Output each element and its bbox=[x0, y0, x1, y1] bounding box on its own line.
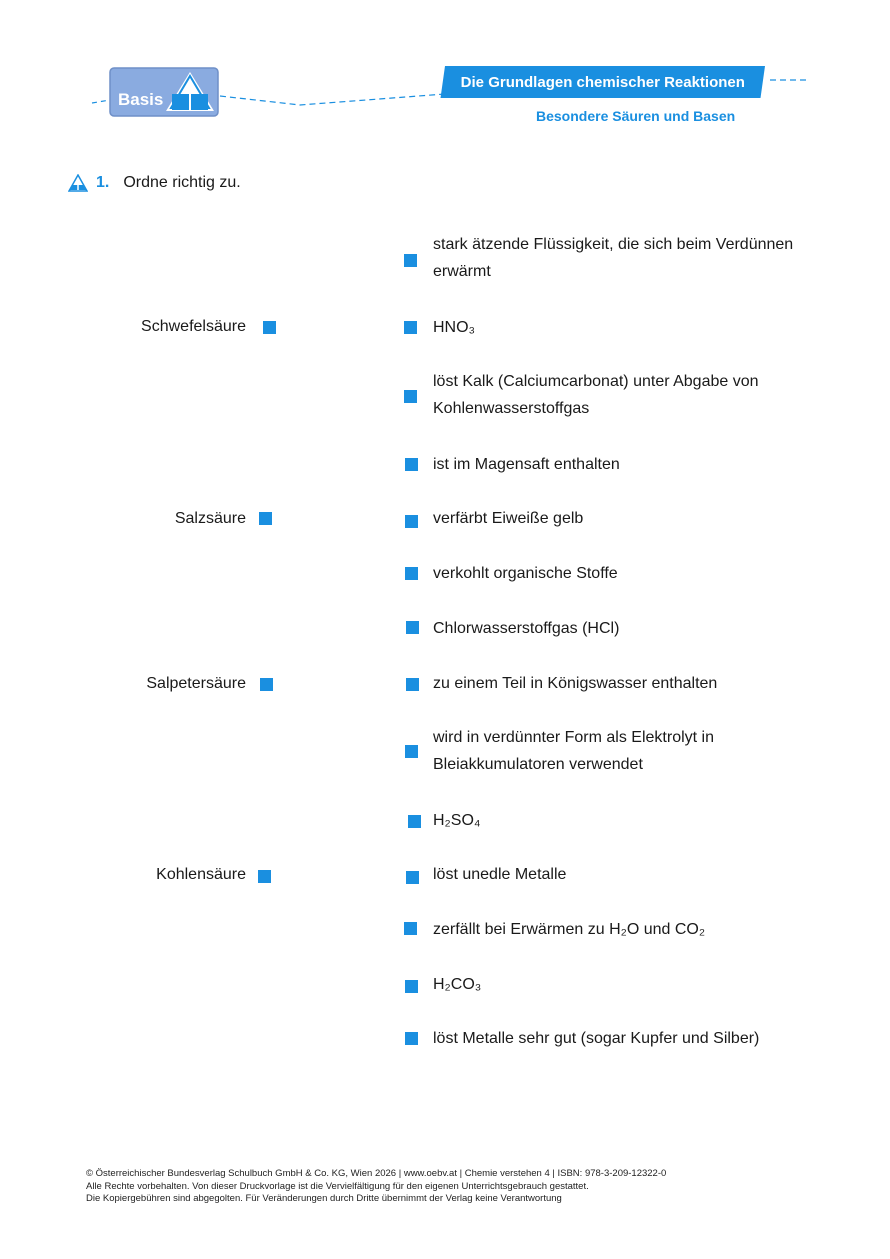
match-square-right[interactable] bbox=[408, 815, 421, 828]
right-item: verkohlt organische Stoffe bbox=[433, 565, 618, 582]
right-item: zu einem Teil in Königswasser enthalten bbox=[433, 675, 718, 692]
match-square-right[interactable] bbox=[404, 390, 417, 403]
match-square-left[interactable] bbox=[263, 321, 276, 334]
match-square-right[interactable] bbox=[406, 621, 419, 634]
left-term-schwefelsaeure: Schwefelsäure bbox=[141, 318, 246, 335]
match-square-right[interactable] bbox=[405, 458, 418, 471]
left-term-kohlensaeure: Kohlensäure bbox=[156, 866, 246, 883]
footer-copyright bbox=[86, 1168, 666, 1206]
right-item: ist im Magensaft enthalten bbox=[433, 456, 620, 473]
footer-line: Die Kopiergebühren sind abgegolten. Für Veränderungen durch Dritte übernimmt der Verlag keine Verantwortung bbox=[86, 1193, 562, 1204]
match-square-left[interactable] bbox=[260, 678, 273, 691]
match-square-right[interactable] bbox=[405, 1032, 418, 1045]
right-item: löst unedle Metalle bbox=[433, 866, 567, 883]
right-item: stark ätzende Flüssigkeit, die sich beim Verdünnen erwärmt bbox=[433, 236, 794, 280]
match-square-right[interactable] bbox=[406, 871, 419, 884]
match-square-right[interactable] bbox=[406, 678, 419, 691]
footer-line: © Österreichischer Bundesverlag Schulbuch GmbH & Co. KG, Wien 2026 | www.oebv.at | Chemie verstehen 4 | ISBN: 978-3-209-12322-0 bbox=[86, 1168, 667, 1179]
left-term-salzsaeure: Salzsäure bbox=[174, 510, 246, 527]
chapter-title-banner bbox=[441, 66, 765, 98]
pyramid-small-icon bbox=[68, 174, 88, 192]
task-instruction: Ordne richtig zu. bbox=[123, 174, 241, 191]
match-square-right[interactable] bbox=[405, 515, 418, 528]
left-term-salpetersaeure: Salpetersäure bbox=[146, 675, 246, 692]
right-item: H₂SO₄ bbox=[433, 812, 481, 829]
right-item: löst Kalk (Calciumcarbonat) unter Abgabe von Kohlenwasserstoffgas bbox=[433, 373, 759, 417]
match-square-right[interactable] bbox=[404, 254, 417, 267]
match-square-right[interactable] bbox=[405, 980, 418, 993]
task-heading bbox=[68, 174, 241, 192]
footer-line: Alle Rechte vorbehalten. Von dieser Druckvorlage ist die Vervielfältigung für den eigenen Unterrichtsgebrauch gestattet. bbox=[86, 1180, 589, 1192]
basis-label: Basis bbox=[118, 90, 164, 109]
match-square-right[interactable] bbox=[405, 745, 418, 758]
match-square-right[interactable] bbox=[404, 321, 417, 334]
match-square-left[interactable] bbox=[259, 512, 272, 525]
subchapter-title: Besondere Säuren und Basen bbox=[536, 108, 736, 124]
match-square-left[interactable] bbox=[258, 870, 271, 883]
match-square-right[interactable] bbox=[404, 922, 417, 935]
chapter-title: Die Grundlagen chemischer Reaktionen bbox=[460, 73, 745, 91]
right-item: verfärbt Eiweiße gelb bbox=[433, 510, 584, 527]
match-square-right[interactable] bbox=[405, 567, 418, 580]
right-item: Chlorwasserstoffgas (HCl) bbox=[433, 620, 620, 637]
right-item: HNO₃ bbox=[433, 319, 476, 336]
task-number: 1. bbox=[96, 174, 110, 191]
right-item: wird in verdünnter Form als Elektrolyt in Bleiakkumulatoren verwendet bbox=[433, 729, 714, 773]
right-item: H₂CO₃ bbox=[433, 976, 482, 993]
right-item: löst Metalle sehr gut (sogar Kupfer und Silber) bbox=[433, 1030, 760, 1047]
right-item: zerfällt bei Erwärmen zu H₂O und CO₂ bbox=[433, 921, 706, 938]
